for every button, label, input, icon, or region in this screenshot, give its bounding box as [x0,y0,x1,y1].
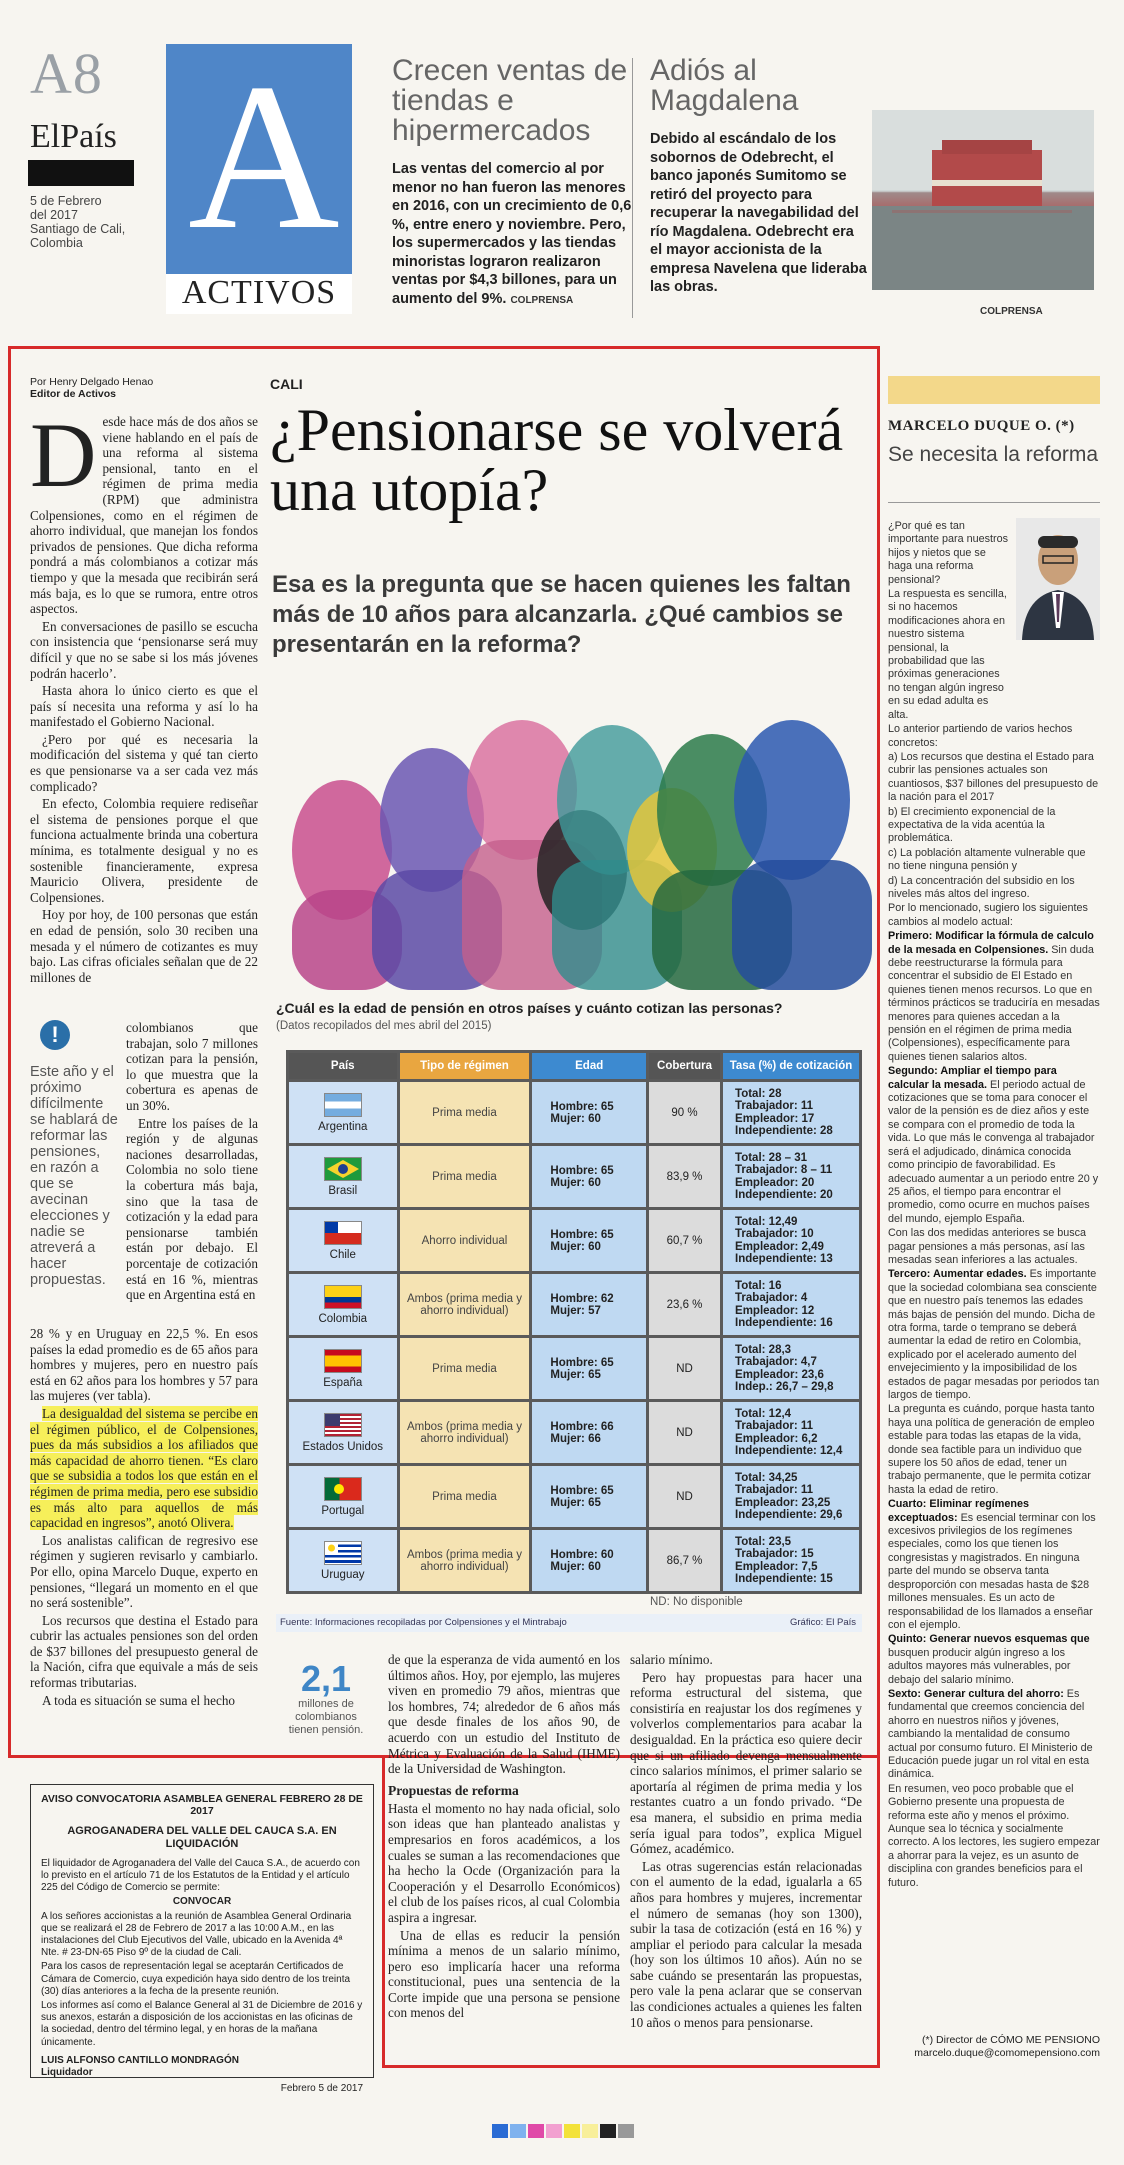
column-footer-role: (*) Director de CÓMO ME PENSIONO [922,2034,1100,2046]
paragraph-6b: colombianos que trabajan, solo 7 millones cotizan para la pensión, lo que muestra que la cobertura es apenas de un 30%. [126,1020,258,1113]
age-women: Mujer: 60 [550,1560,601,1573]
rate-independent: Independiente: 16 [735,1317,833,1329]
column-third-text: Es importante que la sociedad colombiana sea consciente que en nuestro país tenemos las edades más bajas de pensión del mundo. Dicha de otra forma, tarde o temprano se deberá aumentar la edad de retiro en Colombia, explicado por el acelerado aumento del envejecimiento y la imposibilidad de los estados de pagar mesadas por periodos tan largos de tiempo. [888,1268,1100,1401]
brief-magdalena-text: Debido al escándalo de los sobornos de Odebrecht, el banco japonés Sumitomo se retiró del proyecto para recuperar la navegabilidad del río Magdalena. Odebrecht era el mayor accionista de la empresa Navelena que lideraba las obras. [650,131,867,295]
swatch-pink [546,2124,562,2138]
brief-retail-credit: COLPRENSA [510,294,574,306]
age-men: Hombre: 66 [550,1420,614,1433]
regime-cell: Prima media [400,1146,530,1207]
pull-quote [30,1010,118,1288]
brief-magdalena-credit: COLPRENSA [980,306,1043,317]
notice-signer: LUIS ALFONSO CANTILLO MONDRAGÓN [41,2054,239,2066]
age-men: Hombre: 65 [550,1100,614,1113]
stat-label: millones de colombianos tienen pensión. [288,1698,364,1736]
usa-flag-icon [324,1413,362,1437]
column-body [888,520,1100,1891]
rate-worker: Trabajador: 11 [735,1484,814,1496]
rate-employer: Empleador: 23,25 [735,1496,831,1509]
stat-number: 2,1 [300,1658,352,1699]
paper-logo: ElPaís [30,118,117,155]
section-letter: A [188,41,340,273]
brief-magdalena-heading: Adiós al Magdalena [650,54,799,117]
subheadline: Esa es la pregunta que se hacen quienes les faltan más de 10 años para alcanzarla. ¿Qué cambios se presentarán en la reforma? [272,571,851,658]
country-cell [289,1530,397,1591]
column-second-label: Segundo: Ampliar el tiempo para calcular la mesada. [888,1065,1057,1091]
paragraph-9: Los analistas califican de regresivo ese régimen y sugieren revisarlo y cambiarlo. Por ello, opina Marcelo Duque, experto en pensiones, “llegará un momento en el que no será sostenible”. [30,1532,258,1611]
table-row [289,1530,859,1591]
column-sixth-text: Es fundamental que creemos conciencia del ahorro en nuestros niños y jóvenes, cambiando la mentalidad de consumo actual por consumo futuro. El Ministerio de Educación puede jugar un rol vital en esta dinámica. [888,1687,1093,1781]
article-column-1-narrow [126,1020,258,1305]
notice-convocar: CONVOCAR [172,1896,232,1908]
article-column-1 [30,404,258,987]
coverage-cell: 86,7 % [649,1530,720,1591]
date-line-4: Colombia [30,236,83,250]
exclamation-icon: ! [40,1020,70,1050]
byline-author: Por Henry Delgado Henao [30,376,154,388]
page-number: A8 [30,41,103,106]
brief-retail-heading: Crecen ventas de tiendas e hipermercados [392,54,628,147]
header-age: Edad [532,1053,646,1079]
rate-cell [723,1338,859,1399]
age-women: Mujer: 66 [550,1432,601,1445]
boat-illustration [872,110,1094,290]
notice-p3: Para los casos de representación legal se aceptarán Certificados de Cámara de Comercio, cuya expedición haya sido dentro de los treinta (30) días anteriores a la fecha de la presente reunión. [41,1961,351,1997]
table-title: ¿Cuál es la edad de pensión en otros países y cuánto cotizan las personas? [276,1000,783,1016]
rate-total: Total: 12,4 [735,1407,792,1420]
colombia-flag-icon [324,1285,362,1309]
regime-cell: Ambos (prima media y ahorro individual) [400,1530,530,1591]
column-divider [888,502,1100,503]
age-men: Hombre: 65 [550,1484,614,1497]
swatch-lightyellow [582,2124,598,2138]
paragraph-c3-2: Hasta el momento no hay nada oficial, solo son ideas que han planteado analistas y empresarios en foros académicos, a los cuales se suman a las recomendaciones que ha hecho la Ocde (Organización para la Cooperación y el Desarrollo Económicos) el club de los países ricos, al cual Colombia aspira a ingresar. [388,1800,620,1925]
paragraph-4: ¿Pero por qué es necesaria la modificación del sistema y qué tan cierto es que pensionarse va a ser cada vez más complicado? [30,731,258,794]
stat-callout [280,1660,372,1737]
column-sixth-label: Sexto: Generar cultura del ahorro: [888,1687,1064,1700]
rate-total: Total: 23,5 [735,1535,792,1548]
rate-employer: Empleador: 12 [735,1304,815,1317]
country-name: España [323,1376,363,1389]
rate-employer: Empleador: 6,2 [735,1432,818,1445]
notice-p1: El liquidador de Agroganadera del Valle del Cauca S.A., de acuerdo con lo previsto en el artículo 71 de los Estatutos de la Entidad y el artículo 225 del Código de Comercio se permite: [41,1857,360,1894]
rate-independent: Independiente: 15 [735,1573,833,1585]
portugal-flag-icon [324,1477,362,1501]
rate-employer: Empleador: 7,5 [735,1560,818,1573]
notice-p4: Los informes así como el Balance General al 31 de Diciembre de 2016 y sus anexos, estarán a disposición de los accionistas en las oficinas de la sociedad, dentro del término legal, y en horas de la mañana únicamente. [41,2000,363,2048]
nd-note: ND: No disponible [650,1596,743,1608]
paragraph-3: Hasta ahora lo único cierto es que el país sí necesita una reforma y así lo ha manifestado el Gobierno Nacional. [30,683,258,730]
column-b: b) El crecimiento exponencial de la expectativa de la vida acentúa la problemática. [888,805,1056,845]
table-row [289,1402,859,1463]
pull-quote-text: Este año y el próximo difícilmente se hablará de reformar las pensiones, en razón a que se avecinan elecciones y nadie se atreverá a hacer propuestas. [30,1064,118,1288]
article-column-4 [630,1652,862,2032]
rate-cell [723,1402,859,1463]
rate-worker: Trabajador: 10 [735,1228,814,1240]
column-first-text: Sin duda debe reestructurarse la fórmula para concentrar el subsidio de El Estado en quienes tienen menos recursos. Lo que en términos prácticos se traduciría en mesadas menores para quienes accedan a la pensión en el régimen de prima media (Colpensiones), específicamente para quienes tienen salarios altos. [888,943,1100,1063]
rate-total: Total: 28 [735,1087,782,1100]
age-women: Mujer: 57 [550,1304,601,1317]
brief-retail-text [392,160,632,310]
rate-worker: Trabajador: 11 [735,1100,814,1112]
header-rate: Tasa (%) de cotización [723,1053,859,1079]
rate-employer: Empleador: 20 [735,1176,815,1189]
country-cell [289,1082,397,1143]
rate-independent: Independiente: 28 [735,1125,833,1137]
rate-worker: Trabajador: 15 [735,1548,814,1560]
age-women: Mujer: 60 [550,1176,601,1189]
coverage-cell: ND [649,1402,720,1463]
drop-cap: D [30,404,97,506]
country-cell [289,1210,397,1271]
byline-role: Editor de Activos [30,388,116,400]
swatch-magenta [528,2124,544,2138]
rate-independent: Independiente: 13 [735,1253,833,1265]
paragraph-c3-3: Una de ellas es reducir la pensión mínima a menos de un salario mínimo, pero eso implicaría hacer una reforma constitucional, pues una sentencia de la Corte impide que una persona se pensione con menos del [388,1927,620,2021]
paragraph-10: Los recursos que destina el Estado para cubrir las actuales pensiones son del orden de $37 billones del presupuesto general de la Nación, cifra que equivale a más de seis reformas tributarias. [30,1612,258,1691]
rate-worker: Trabajador: 4 [735,1292,808,1304]
column-author: MARCELO DUQUE O. (*) [888,418,1075,434]
country-name: Colombia [318,1312,368,1325]
age-cell [532,1530,646,1591]
country-cell [289,1146,397,1207]
rate-cell [723,1530,859,1591]
paragraph-c4-2: Pero hay propuestas para hacer una reforma estructural del sistema, que consistiría en reajustar los dos regímenes y volverlos complementarios para acabar la desigualdad. En la práctica eso quiere decir que si un afiliado devenga mensualmente cinco salarios mínimos, el primer salario se aportaría al régimen de prima media y los restantes cuatro a un fondo privado. “De esa manera, el subsidio en prima media sería igual para todos”, explica Miguel Gómez, académico. [630,1669,862,1857]
column-footer [888,2034,1100,2060]
section-logo [166,41,352,314]
regime-cell: Prima media [400,1082,530,1143]
table-header-row [289,1053,859,1079]
swatch-gray [618,2124,634,2138]
rate-worker: Trabajador: 4,7 [735,1356,817,1368]
paragraph-c3-1: de que la esperanza de vida aumentó en los últimos años. Hoy, por ejemplo, las mujeres viven en promedio 79 años, mientras que los hombres, 74; alrededor de 6 años más que desde finales de los años 90, de acuerdo con un estudio del Instituto de Métrica y Evaluación de la Salud (IHME) de la Universidad de Washington. [388,1652,620,1777]
age-men: Hombre: 62 [550,1292,614,1305]
brazil-flag-art [325,1158,361,1180]
regime-cell: Prima media [400,1466,530,1527]
rate-total: Total: 34,25 [735,1471,798,1484]
column-c: c) La población altamente vulnerable que no tiene ninguna pensión y [888,846,1086,873]
age-men: Hombre: 60 [550,1548,614,1561]
swatch-black [600,2124,616,2138]
rate-employer: Empleador: 2,49 [735,1240,824,1253]
rate-independent: Independiente: 29,6 [735,1509,843,1521]
country-name: Brasil [328,1184,358,1197]
age-cell [532,1274,646,1335]
brief-divider [632,58,633,318]
table-row [289,1210,859,1271]
column-fifth-text: busquen producir algún ingreso a los adultos mayores más vulnerables, por debajo del salario mínimo. [888,1646,1071,1686]
article-column-3 [388,1652,620,2023]
notice-company: AGROGANADERA DEL VALLE DEL CAUCA S.A. EN LIQUIDACIÓN [67,1825,337,1850]
country-name: Estados Unidos [302,1440,384,1453]
paragraph-6: Hoy por hoy, de 100 personas que están en edad de pensión, solo 30 reciben una mesada y el número de cotizantes es muy bajo. Las cifras oficiales señalan que de 22 millones de [30,907,258,985]
reform-subtitle: Propuestas de reforma [388,1782,519,1798]
brazil-flag-icon [324,1157,362,1181]
highlighted-paragraph: La desigualdad del sistema se percibe en el régimen público, el de Colpensiones, pues da más subsidios a los afiliados que más capacidad de ahorro tienen. “Es claro que se subsidia a todos los que están en el régimen de prima media, pero ese subsidio es más alto para aquellos de más capacidad en ingresos”, anotó Olivera. [30,1405,258,1531]
column-fourth-text: Es esencial terminar con los excesivos privilegios de los regímenes especiales, como los que tienen los congresistas y magistrados. En ninguna parte del mundo se observa tanta desproporción con mesadas hasta de $28 millones mensuales. Es un acto de responsabilidad de los llamados a enseñar con el ejemplo. [888,1511,1096,1631]
table-row [289,1466,859,1527]
coverage-cell: 60,7 % [649,1210,720,1271]
country-name: Uruguay [321,1568,365,1581]
date-line-3: Santiago de Cali, [30,222,126,236]
section-label: CALI [270,376,303,392]
paragraph-c4-1: salario mínimo. [630,1652,713,1667]
paragraph-5: En efecto, Colombia requiere rediseñar el sistema de pensiones porque el que funciona actualmente brinda una cobertura mínima, es totalmente desigual y no es sostenible financieramente, expresa Mauricio Olivera, presidente de Colpensiones. [30,796,258,905]
column-third-label: Tercero: Aumentar edades. [888,1268,1027,1281]
paragraph-11: A toda es situación se suma el hecho [42,1692,236,1708]
column-p4: Por lo mencionado, sugiero los siguientes cambios al modelo actual: [888,902,1088,928]
age-women: Mujer: 60 [550,1112,601,1125]
swatch-yellow [564,2124,580,2138]
usa-flag-art [325,1414,361,1436]
age-cell [532,1146,646,1207]
graphic-credit: Gráfico: El País [790,1617,856,1628]
rate-independent: Independiente: 20 [735,1189,833,1201]
age-men: Hombre: 65 [550,1164,614,1177]
rate-independent: Indep.: 26,7 – 29,8 [735,1381,834,1393]
age-cell [532,1466,646,1527]
rate-employer: Empleador: 23,6 [735,1368,824,1381]
notice-p2: A los señores accionistas a la reunión de Asamblea General Ordinaria que se realizará el 28 de Febrero de 2017 a las 10:00 A.M., en las instalaciones del Club Ejecutivos del Valle, ubicado en la Avenida 4ª Nte. # 23-DN-65 Piso 9º de la ciudad de Cali. [41,1910,352,1959]
country-cell [289,1274,397,1335]
rate-cell [723,1466,859,1527]
paragraph-7b: 28 % y en Uruguay en 22,5 %. En esos países la edad promedio es de 65 años para hombres y mujeres, pero en nuestro país está en 62 años para los hombres y 57 para las mujeres (ver tabla). [30,1326,258,1404]
column-p6: La pregunta es cuándo, porque hasta tanto haya una política de generación de empleo estable para todas las etapas de la vida, donde sea factible para un individuo que supere los 50 años de edad, tener un trabajo permanente, que le permita cotizar hasta la edad de retiro. [888,1403,1095,1496]
regime-cell: Prima media [400,1338,530,1399]
regime-cell: Ambos (prima media y ahorro individual) [400,1402,530,1463]
rate-total: Total: 16 [735,1279,782,1292]
table-row [289,1274,859,1335]
coverage-cell: 90 % [649,1082,720,1143]
regime-cell: Ambos (prima media y ahorro individual) [400,1274,530,1335]
table-row [289,1146,859,1207]
column-band [888,376,1100,404]
age-cell [532,1210,646,1271]
notice-date: Febrero 5 de 2017 [280,2083,363,2095]
coverage-cell: ND [649,1466,720,1527]
column-d: d) La concentración del subsidio en los niveles más altos del ingreso. [888,874,1075,900]
pension-table [286,1050,862,1594]
column-p3: Lo anterior partiendo de varios hechos concretos: [888,723,1073,749]
rate-cell [723,1274,859,1335]
age-men: Hombre: 65 [550,1228,614,1241]
column-fifth-label: Quinto: Generar nuevos esquemas que [888,1633,1090,1646]
column-second-text: El periodo actual de cotizaciones que se toma para conocer el valor de la pensión es de diez años y este se compara con el promedio de toda la vida. Lo que más le convenga al trabajador será el adjudicado, dinámica conocida como principio de favorabilidad. Es adecuado aumentar a un periodo entre 20 y 25 años, el tiempo para encontrar el promedio, como ocurre en muchos países del mundo, ejemplo España. [888,1078,1099,1225]
paragraph-c4-3: Las otras sugerencias están relacionadas con el aumento de la edad, igualarla a 65 años para hombres y mujeres, incrementar el número de semanas (hoy son 1300), subir la tasa de cotización (está en 16 %) y ampliar el periodo para calcular la mesada (hoy son los últimos 10 años). Aún no se sabe cuándo se presentarán las propuestas, pero vale la pena aclarar que se conservan las condiciones actuales a quienes les falten 10 años o menos para pensionarse. [630,1858,862,2030]
coverage-cell: ND [649,1338,720,1399]
age-women: Mujer: 65 [550,1368,601,1381]
age-women: Mujer: 65 [550,1496,601,1509]
article-column-1-lower [30,1326,258,1710]
silhouettes-art [272,700,862,986]
country-name: Portugal [321,1504,365,1517]
chile-flag-art [325,1222,361,1244]
rate-independent: Independiente: 12,4 [735,1445,843,1457]
column-fourth-label: Cuarto: Eliminar regímenes exceptuados: [888,1498,1029,1524]
column-p7: En resumen, veo poco probable que el Gobierno presente una propuesta de reforma este año y menos el próximo. Aunque sea lo técnica y socialmente correcto. A los lectores, les sugiero empezar a ahorrar para la vejez, es un asunto de disciplina con grandes beneficios para el futuro. [888,1782,1100,1889]
rate-total: Total: 28 – 31 [735,1151,808,1164]
byline [30,376,153,400]
spain-flag-icon [324,1349,362,1373]
source-text: Fuente: Informaciones recopiladas por Colpensiones y el Mintrabajo [280,1617,567,1628]
country-name: Argentina [318,1120,368,1133]
uruguay-flag-icon [324,1541,362,1565]
notice-signer-role: Liquidador [41,2067,93,2079]
country-cell [289,1466,397,1527]
coverage-cell: 83,9 % [649,1146,720,1207]
header-country: País [289,1053,397,1079]
country-cell [289,1338,397,1399]
age-cell [532,1338,646,1399]
rate-cell [723,1146,859,1207]
coverage-cell: 23,6 % [649,1274,720,1335]
age-men: Hombre: 65 [550,1356,614,1369]
rate-total: Total: 28,3 [735,1343,792,1356]
headline: ¿Pensionarse se volverá una utopía? [270,397,844,523]
date-line-1: 5 de Febrero [30,194,102,208]
river-boat-photo [872,110,1094,290]
rate-cell [723,1082,859,1143]
argentina-flag-icon [324,1093,362,1117]
notice-title: AVISO CONVOCATORIA ASAMBLEA GENERAL FEBRERO 28 DE 2017 [41,1793,363,1818]
age-cell [532,1402,646,1463]
column-footer-email: marcelo.duque@comomepensiono.com [914,2047,1100,2059]
country-cell [289,1402,397,1463]
rate-worker: Trabajador: 11 [735,1420,814,1432]
table-row [289,1082,859,1143]
print-color-bar [492,2124,636,2138]
table-row [289,1338,859,1399]
country-name: Chile [329,1248,356,1261]
paragraph-7: Entre los países de la región y de algunas naciones desarrolladas, Colombia no solo tiene la cobertura más baja, sino que la tasa de cotización y la edad para pensionarse también están por debajo. El porcentaje de cotización está en 16 %, mientras que en Argentina está en [126,1115,258,1303]
age-cell [532,1082,646,1143]
brief-retail-body: Las ventas del comercio al por menor no han fueron las menores en 2016, con un crecimiento de 0,6 %, entre enero y noviembre. Pero, los supermercados y las tiendas minoristas lograron realizaron ventas por $4,3 billones, para un aumento del 9%. [392,161,632,307]
paragraph-2: En conversaciones de pasillo se escucha con insistencia que ‘pensionarse será muy difícil y que no se sabe si los más jóvenes podrán hacerlo’. [30,618,258,681]
paragraph-1: esde hace más de dos años se viene hablando en el país de una reforma al sistema pensional, tanto en el régimen de prima media (RPM) que administra Colpensiones, como en el régimen de ahorro individual, que manejan los fondos privados de pensiones. Que dicha reforma pondrá a más colombianos a cotizar más tiempo y que la mesada que recibirán será más baja, es lo que se rumora, entre otros aspectos. [30,414,258,617]
brief-magdalena [650,56,868,297]
header-regime: Tipo de régimen [400,1053,530,1079]
chile-flag-icon [324,1221,362,1245]
masthead-bar [28,160,134,186]
table-subtitle: (Datos recopilados del mes abril del 2015) [276,1020,492,1032]
silhouettes-illustration [272,700,862,986]
column-a: a) Los recursos que destina el Estado para cubrir las pensiones actuales son cuantiosos, $37 billones del presupuesto de la nación para el 2017 [888,750,1099,804]
header-coverage: Cobertura [649,1053,720,1079]
rate-total: Total: 12,49 [735,1215,798,1228]
column-p2: La respuesta es sencilla, si no hacemos modificaciones ahora en nuestro sistema pensional, la probabilidad que las próximas generaciones no tengan algún ingreso en su edad adulta es alta. [888,588,1007,721]
rate-cell [723,1210,859,1271]
table-source [276,1614,862,1632]
age-women: Mujer: 60 [550,1240,601,1253]
column-title: Se necesita la reforma [888,443,1099,466]
section-word: ACTIVOS [166,274,352,314]
swatch-blue [492,2124,508,2138]
legal-notice [30,1784,374,2095]
swatch-lightblue [510,2124,526,2138]
regime-cell: Ahorro individual [400,1210,530,1271]
rate-worker: Trabajador: 8 – 11 [735,1164,833,1176]
column-p1: ¿Por qué es tan importante para nuestros hijos y nietos que se haga una reforma pensional? [888,520,1009,586]
date-line-2: del 2017 [30,208,78,222]
rate-employer: Empleador: 17 [735,1112,815,1125]
column-first-label: Primero: Modificar la fórmula de calculo de la mesada en Colpensiones. [888,930,1094,956]
dateline [30,194,125,250]
uruguay-flag-art [325,1542,361,1564]
portugal-flag-art [325,1478,361,1500]
column-p5: Con las dos medidas anteriores se busca pagar pensiones a más personas, así las mesadas sean inferiores a las actuales. [888,1227,1087,1266]
brief-retail [392,56,632,310]
